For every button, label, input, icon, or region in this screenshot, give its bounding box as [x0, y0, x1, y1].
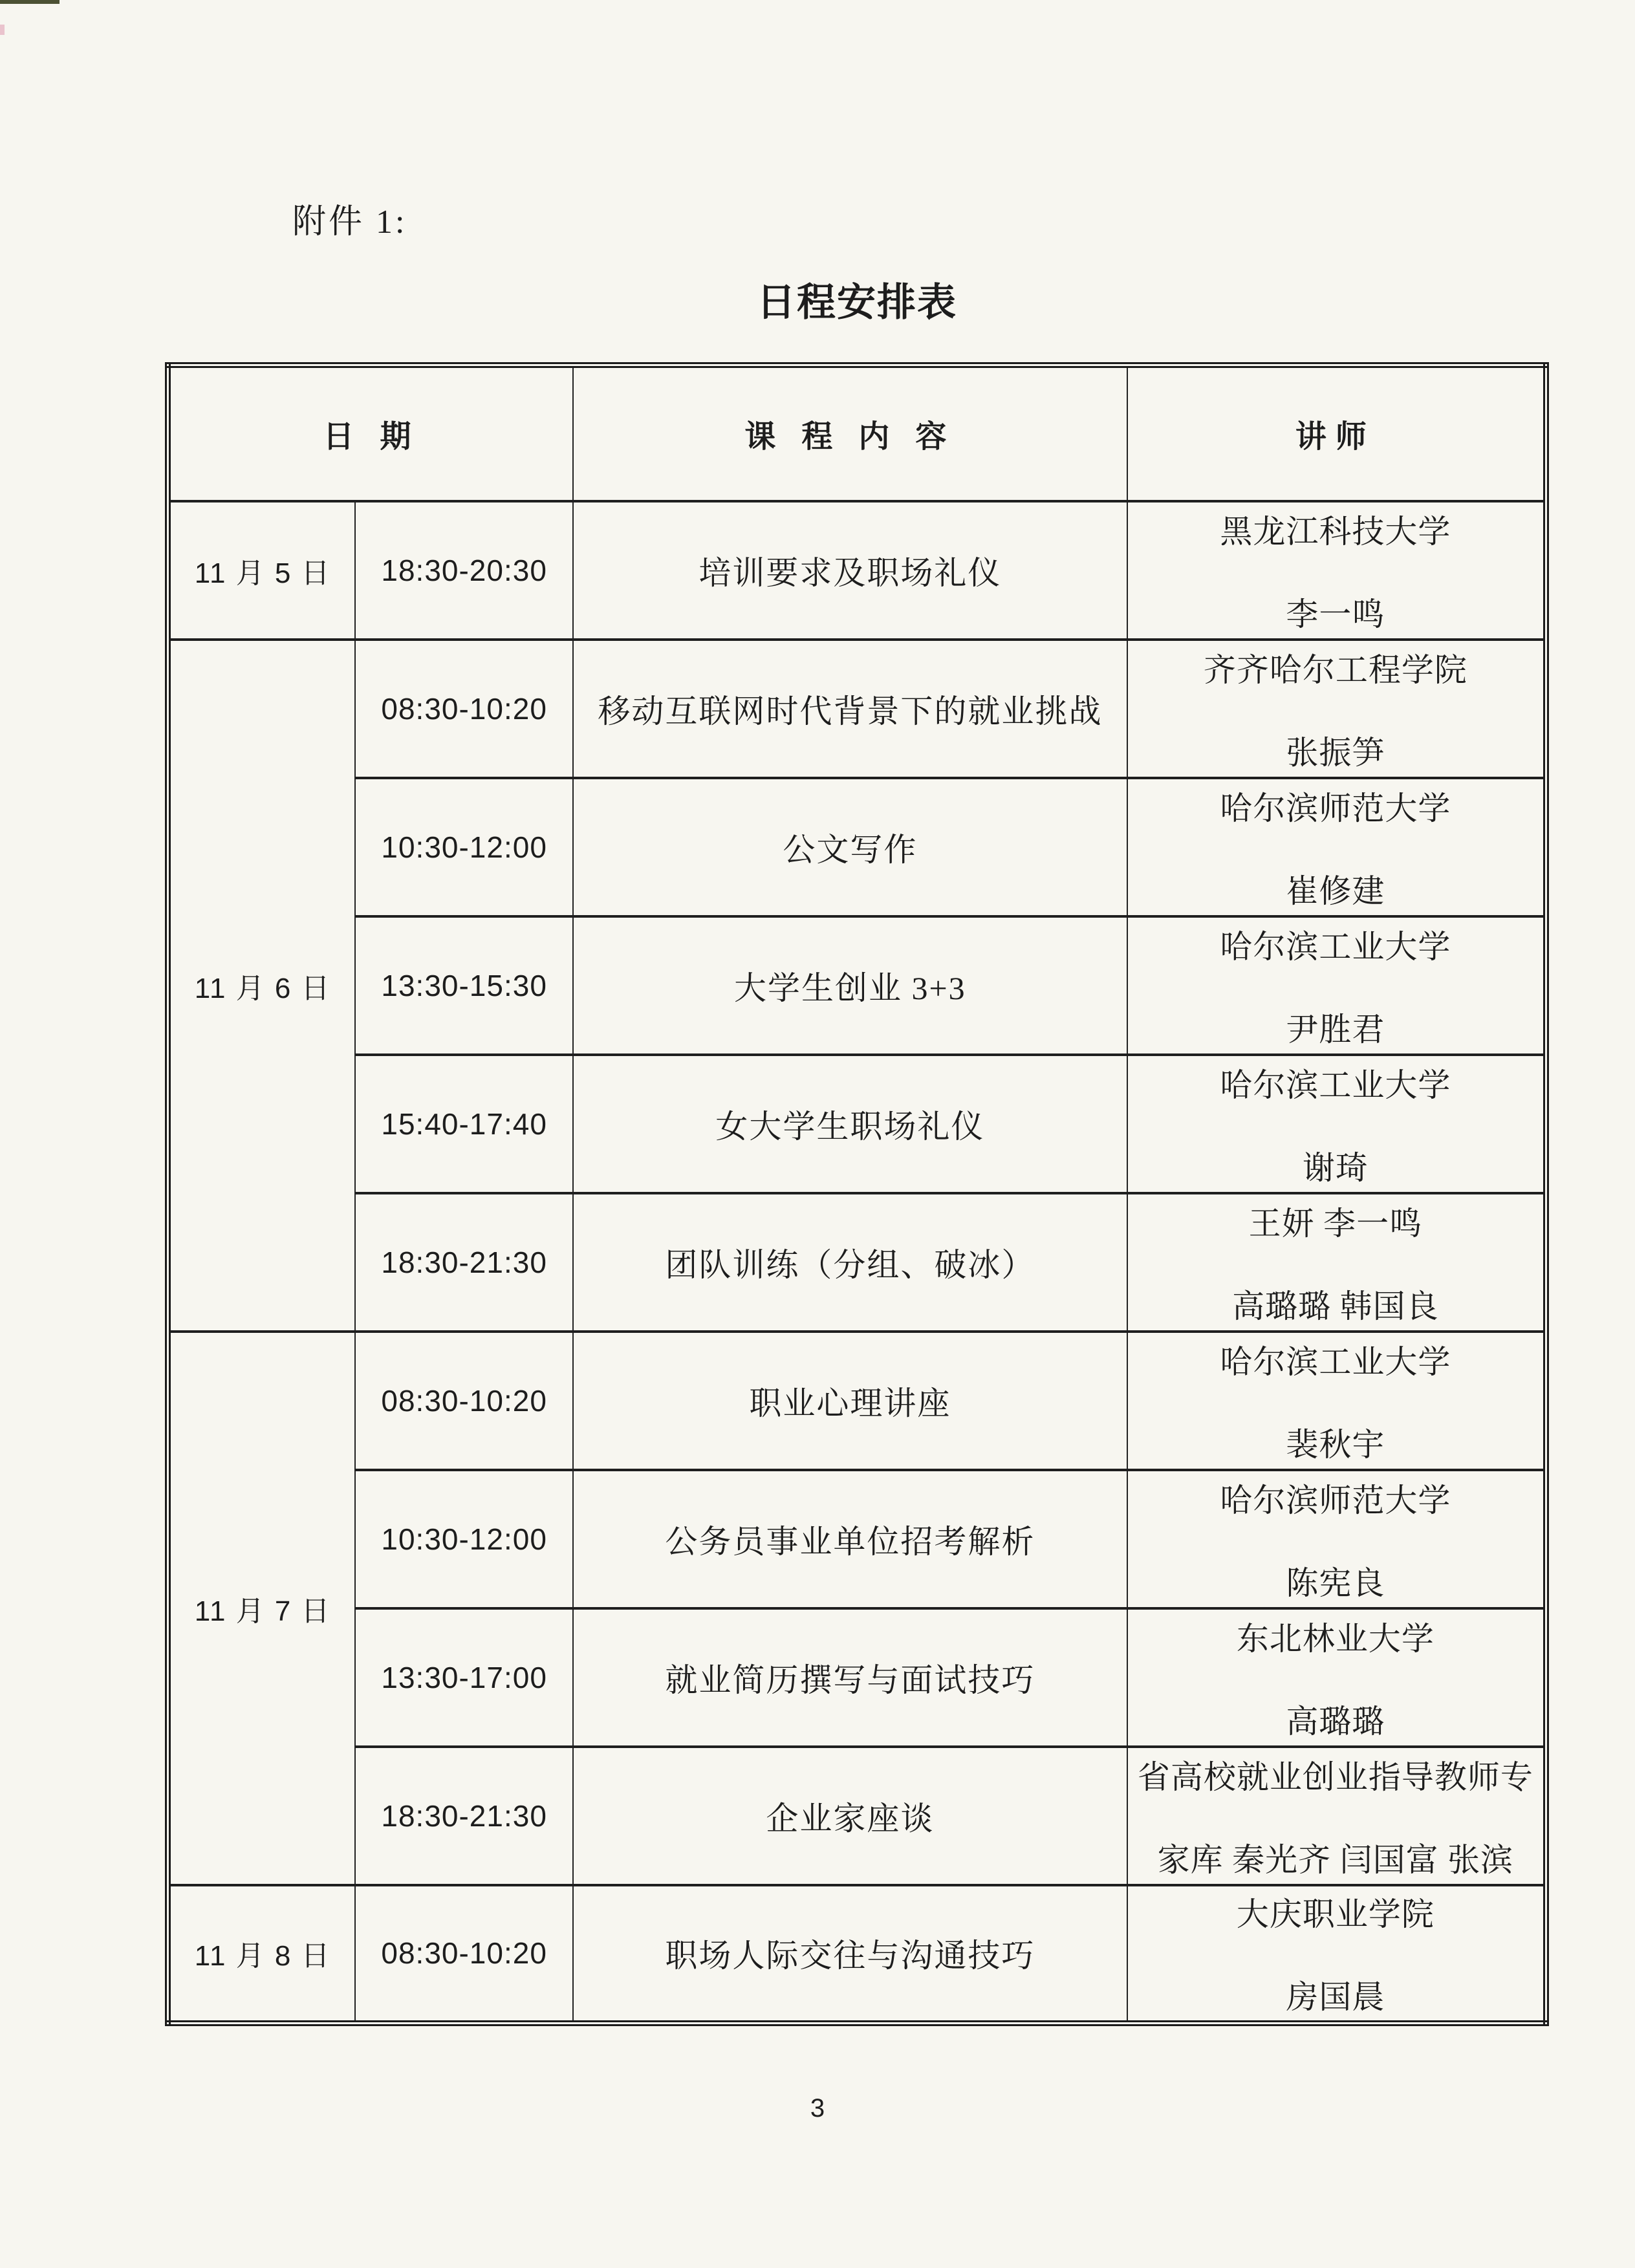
lecturer-affiliation: 哈尔滨工业大学	[1220, 1066, 1451, 1103]
lecturer-cell	[1127, 778, 1546, 916]
lecturer-wrap	[1133, 1888, 1538, 2018]
time-cell: 13:30-15:30	[355, 916, 573, 1055]
col-header-lecturer: 讲师	[1127, 365, 1546, 501]
table-row	[168, 1747, 1546, 1885]
lecturer-cell	[1127, 640, 1546, 778]
date-cell: 11 月 8 日	[168, 1885, 356, 2024]
attachment-label: 附件 1:	[292, 204, 407, 241]
time-cell: 18:30-20:30	[355, 501, 573, 640]
lecturer-expert-pool-line1: 省高校就业创业指导教师专	[1137, 1758, 1533, 1795]
page-number: 3	[810, 2094, 825, 2122]
lecturer-wrap	[1133, 921, 1538, 1050]
time-cell: 13:30-17:00	[355, 1608, 573, 1747]
lecturer-wrap	[1133, 1751, 1538, 1881]
scan-artifact-corner	[0, 0, 60, 4]
lecturer-name: 裴秋宇	[1286, 1426, 1385, 1463]
course-cell: 职业心理讲座	[573, 1332, 1127, 1470]
time-cell: 18:30-21:30	[355, 1193, 573, 1332]
lecturer-affiliation: 哈尔滨工业大学	[1220, 1343, 1451, 1380]
date-cell: 11 月 5 日	[168, 501, 356, 640]
table-row	[168, 778, 1546, 916]
lecturer-name: 尹胜君	[1286, 1011, 1385, 1048]
lecturer-wrap	[1133, 506, 1538, 635]
table-row	[168, 640, 1546, 778]
header-row	[168, 365, 1546, 501]
course-cell: 企业家座谈	[573, 1747, 1127, 1885]
lecturer-affiliation: 哈尔滨师范大学	[1220, 790, 1451, 826]
lecturer-affiliation: 黑龙江科技大学	[1220, 513, 1451, 550]
col-header-course: 课 程 内 容	[573, 365, 1127, 501]
course-cell: 公文写作	[573, 778, 1127, 916]
scan-artifact-dot	[0, 25, 5, 35]
time-cell: 15:40-17:40	[355, 1055, 573, 1193]
lecturer-name: 张振笋	[1286, 734, 1385, 771]
time-cell: 08:30-10:20	[355, 1332, 573, 1470]
lecturer-name: 陈宪良	[1286, 1564, 1385, 1601]
lecturer-cell	[1127, 501, 1546, 640]
course-cell: 移动互联网时代背景下的就业挑战	[573, 640, 1127, 778]
table-row	[168, 1193, 1546, 1332]
table-row	[168, 1332, 1546, 1470]
col-header-date: 日 期	[168, 365, 574, 501]
lecturer-names-line2: 高璐璐 韩国良	[1232, 1288, 1439, 1324]
lecturer-affiliation: 哈尔滨工业大学	[1220, 928, 1451, 965]
table-row	[168, 1608, 1546, 1747]
lecturer-wrap	[1133, 1336, 1538, 1465]
lecturer-wrap	[1133, 1198, 1538, 1327]
course-cell: 大学生创业 3+3	[573, 916, 1127, 1055]
lecturer-name: 崔修建	[1286, 872, 1385, 909]
time-cell: 08:30-10:20	[355, 1885, 573, 2024]
lecturer-name: 房国晨	[1286, 1979, 1385, 2016]
time-cell: 10:30-12:00	[355, 1470, 573, 1608]
time-cell: 08:30-10:20	[355, 640, 573, 778]
schedule-table	[165, 362, 1549, 2026]
table-row	[168, 1055, 1546, 1193]
lecturer-cell	[1127, 1193, 1546, 1332]
time-cell: 18:30-21:30	[355, 1747, 573, 1885]
course-cell: 团队训练（分组、破冰）	[573, 1193, 1127, 1332]
lecturer-expert-pool-line2: 家库 秦光齐 闫国富 张滨	[1157, 1841, 1514, 1878]
course-cell: 职场人际交往与沟通技巧	[573, 1885, 1127, 2024]
lecturer-name: 李一鸣	[1286, 596, 1385, 632]
page-title: 日程安排表	[757, 281, 957, 324]
course-cell: 女大学生职场礼仪	[573, 1055, 1127, 1193]
date-cell: 11 月 7 日	[168, 1332, 356, 1885]
table-row	[168, 916, 1546, 1055]
lecturer-wrap	[1133, 1474, 1538, 1604]
lecturer-cell	[1127, 1885, 1546, 2024]
course-cell: 就业简历撰写与面试技巧	[573, 1608, 1127, 1747]
table-row	[168, 501, 1546, 640]
lecturer-cell	[1127, 1747, 1546, 1885]
lecturer-affiliation: 齐齐哈尔工程学院	[1203, 651, 1467, 688]
lecturer-wrap	[1133, 783, 1538, 912]
table-row	[168, 1470, 1546, 1608]
lecturer-name: 谢琦	[1302, 1149, 1369, 1186]
lecturer-wrap	[1133, 1613, 1538, 1742]
lecturer-affiliation: 哈尔滨师范大学	[1220, 1482, 1451, 1518]
table-row	[168, 1885, 1546, 2024]
course-cell: 培训要求及职场礼仪	[573, 501, 1127, 640]
course-cell: 公务员事业单位招考解析	[573, 1470, 1127, 1608]
date-cell: 11 月 6 日	[168, 640, 356, 1332]
lecturer-names-line1: 王妍 李一鸣	[1248, 1205, 1423, 1242]
lecturer-affiliation: 大庆职业学院	[1236, 1896, 1435, 1933]
lecturer-cell	[1127, 1332, 1546, 1470]
lecturer-cell	[1127, 1470, 1546, 1608]
time-cell: 10:30-12:00	[355, 778, 573, 916]
lecturer-wrap	[1133, 644, 1538, 773]
lecturer-cell	[1127, 916, 1546, 1055]
lecturer-cell	[1127, 1055, 1546, 1193]
lecturer-wrap	[1133, 1059, 1538, 1189]
lecturer-affiliation: 东北林业大学	[1236, 1620, 1435, 1657]
lecturer-name: 高璐璐	[1286, 1703, 1385, 1740]
lecturer-cell	[1127, 1608, 1546, 1747]
